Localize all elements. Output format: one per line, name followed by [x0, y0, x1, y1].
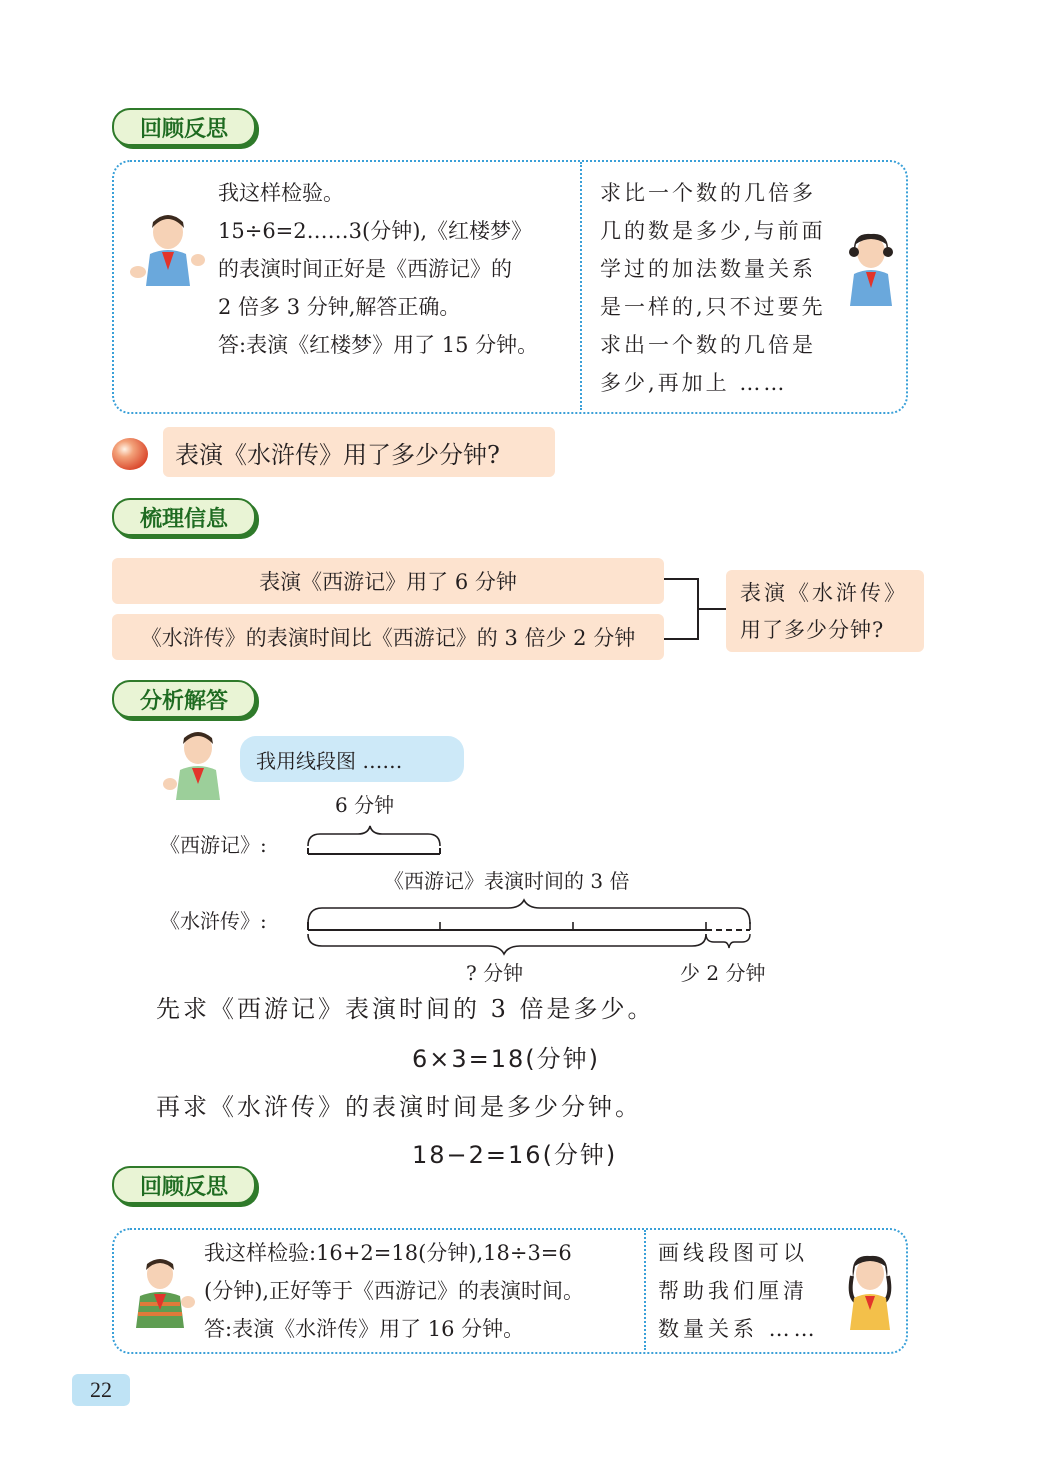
target-line-1: 表演《水浒传》: [740, 581, 908, 605]
section-tag-review-1: 回顾反思: [112, 108, 256, 146]
review1-line-5: 答:表演《红楼梦》用了 15 分钟。: [218, 333, 539, 357]
review2-line-2: (分钟),正好等于《西游记》的表演时间。: [204, 1279, 585, 1303]
review1-line-3: 的表演时间正好是《西游记》的: [218, 257, 512, 281]
question-banner: 表演《水浒传》用了多少分钟?: [163, 427, 555, 477]
section-tag-review-2: 回顾反思: [112, 1166, 256, 1204]
equation-2: 18−2=16(分钟): [412, 1141, 618, 1169]
diagram-middle-label: 《西游记》表演时间的 3 倍: [384, 869, 630, 893]
review1-line-1: 我这样检验。: [218, 181, 344, 205]
diagram-top-label: 6 分钟: [335, 793, 395, 817]
section-tag-organize: 梳理信息: [112, 498, 256, 536]
review1-tip-1: 求比一个数的几倍多: [600, 181, 816, 205]
review2-tip-2: 帮助我们厘清: [658, 1279, 808, 1303]
step1-text: 先求《西游记》表演时间的 3 倍是多少。: [156, 995, 655, 1023]
girl-illustration: [842, 230, 900, 306]
review1-tip-5: 求出一个数的几倍是: [600, 333, 816, 357]
section-tag-analyze: 分析解答: [112, 680, 256, 718]
red-ball-icon: [110, 436, 150, 472]
review1-line-4: 2 倍多 3 分钟,解答正确。: [218, 295, 461, 319]
review-box-1-divider: [580, 162, 582, 410]
line-segment-diagram: [300, 820, 760, 960]
review1-tip-3: 学过的加法数量关系: [600, 257, 816, 281]
info-bracket: [662, 575, 728, 645]
review2-line-1: 我这样检验:16+2=18(分钟),18÷3=6: [204, 1241, 572, 1265]
target-line-2: 用了多少分钟?: [740, 618, 885, 642]
diagram-bottom-left-label: ? 分钟: [466, 961, 524, 985]
review2-tip-1: 画线段图可以: [658, 1241, 808, 1265]
diagram-row1-label: 《西游记》:: [160, 833, 267, 857]
boy-illustration: [128, 210, 208, 286]
speech-bubble: 我用线段图 ……: [240, 736, 464, 782]
girl-illustration-2: [840, 1252, 900, 1330]
review1-tip-6: 多少,再加上 ……: [600, 371, 788, 395]
equation-1: 6×3=18(分钟): [412, 1045, 601, 1073]
page-number: 22: [72, 1374, 130, 1406]
review2-tip-3: 数量关系 ……: [658, 1317, 819, 1341]
boy-illustration-2: [162, 728, 236, 800]
review-box-2-divider: [644, 1230, 646, 1350]
review1-line-2: 15÷6=2……3(分钟),《红楼梦》: [218, 219, 533, 243]
review2-line-3: 答:表演《水浒传》用了 16 分钟。: [204, 1317, 525, 1341]
diagram-bottom-right-label: 少 2 分钟: [680, 961, 766, 985]
info-box-2: 《水浒传》的表演时间比《西游记》的 3 倍少 2 分钟: [112, 614, 664, 660]
review1-tip-4: 是一样的,只不过要先: [600, 295, 826, 319]
diagram-row2-label: 《水浒传》:: [160, 909, 267, 933]
boy-illustration-3: [124, 1256, 198, 1328]
info-box-1: 表演《西游记》用了 6 分钟: [112, 558, 664, 604]
target-box: [726, 570, 924, 652]
step2-text: 再求《水浒传》的表演时间是多少分钟。: [156, 1093, 642, 1121]
review1-tip-2: 几的数是多少,与前面: [600, 219, 826, 243]
